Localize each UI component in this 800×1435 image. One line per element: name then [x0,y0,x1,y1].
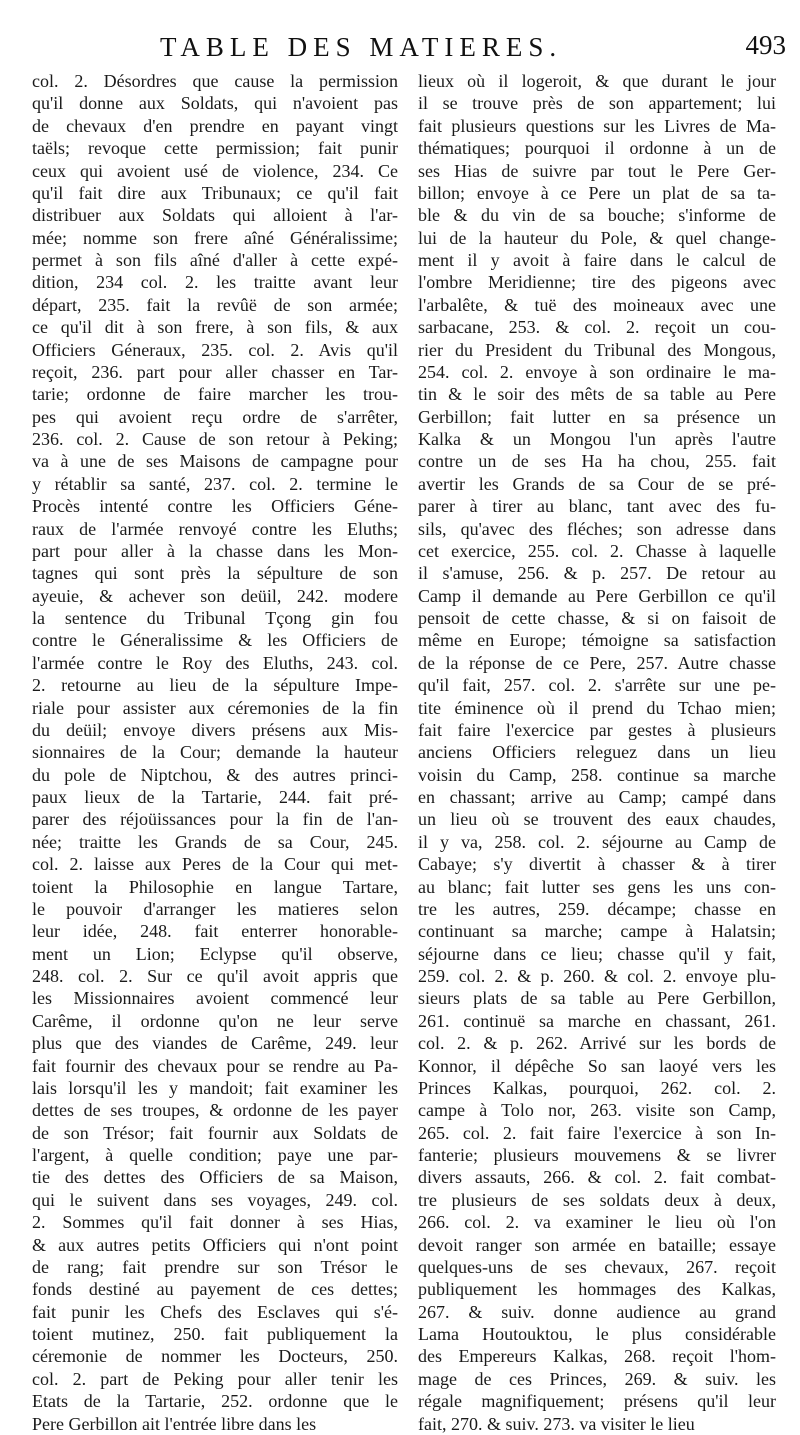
text-line: avertir les Grands de sa Cour de se pré- [418,473,776,494]
text-line: il y va, 258. col. 2. séjourne au Camp de [418,831,776,852]
text-line: toient mutinez, 250. fait publiquement la [32,1324,398,1344]
text-line: tite éminence où il prend du Tchao mien; [418,697,776,718]
text-line: séjourne dans ce lieu; chasse qu'il y fait, [418,943,776,964]
text-line: de son Trésor; fait fournir aux Soldats de [32,1122,398,1143]
text-line: 2. retourne au lieu de la sépulture Impe- [32,675,398,696]
text-line: tre les autres, 259. décampe; chasse en [418,898,776,919]
page-number: 493 [745,30,786,60]
text-line: riale pour assister aux céremonies de la fin [32,697,398,718]
text-line: même en Europe; témoigne sa satisfaction [418,630,776,651]
text-line: Gerbillon; fait lutter en sa présence un [418,406,776,427]
text-line: Etats de la Tartarie, 252. ordonne que le [32,1391,398,1412]
text-line: fanterie; plusieurs mouvemens & se livrer [418,1145,776,1165]
text-line: contre un de ses Ha ha chou, 255. fait [418,451,776,472]
text-line: l'armée contre le Roy des Eluths, 243. col. [32,652,398,673]
text-line: mée; nomme son frere aîné Généralissime; [32,227,398,248]
text-line: 2. Sommes qu'il fait donner à ses Hias, [32,1212,398,1233]
text-line: qui le suivent dans ses voyages, 249. col. [32,1189,398,1210]
text-line: sarbacane, 253. & col. 2. reçoit un cou- [418,317,776,338]
text-line: ayeuie, & achever son deüil, 242. modere [32,585,398,606]
text-line: 259. col. 2. & p. 260. & col. 2. envoye plu- [418,966,776,986]
text-line: ses Hias de suivre par tout le Pere Ger- [418,160,776,181]
text-line: qu'il fait, 257. col. 2. s'arrête sur une pe- [418,675,776,696]
text-line: 236. col. 2. Cause de son retour à Peking; [32,429,398,449]
text-line: voisin du Camp, 258. continue sa marche [418,764,776,785]
text-line: la sentence du Tribunal Tçong gin fou [32,608,398,628]
left-column [32,70,398,1435]
text-line: les Missionnaires avoient commencé leur [32,988,398,1009]
page-header [0,26,800,70]
text-line: va à une de ses Maisons de campagne pour [32,451,398,472]
text-line: Konnor, il dépêche So san laoyé vers les [418,1055,776,1076]
text-line: il se trouve près de son appartement; lui [418,93,776,114]
text-line: quelques-uns de ses chevaux, 267. reçoit [418,1256,776,1277]
text-line: campe à Tolo nor, 263. visite son Camp, [418,1100,776,1121]
text-line: Camp il demande au Pere Gerbillon ce qu'il [418,585,776,606]
text-line: tre plusieurs de ses soldats deux à deux, [418,1189,776,1210]
text-line: reçoit, 236. part pour aller chasser en Tar- [32,361,398,382]
text-line: y rétablir sa santé, 237. col. 2. termine le [32,473,398,494]
running-head: TABLE DES MATIERES. [160,32,563,62]
text-line: col. 2. laisse aux Peres de la Cour qui met- [32,854,398,875]
text-line: sionnaires de la Cour; demande la hauteur [32,742,398,763]
text-line: part pour aller à la chasse dans les Mon- [32,540,398,561]
text-line: Officiers Géneraux, 235. col. 2. Avis qu'il [32,339,398,360]
right-column [418,70,776,1435]
text-line: 254. col. 2. envoye à son ordinaire le ma- [418,361,776,382]
text-line: contre le Géneralissime & les Officiers de [32,630,398,651]
text-line: tagnes qui sont près la sépulture de son [32,563,398,584]
text-line: Lama Houtouktou, le plus considérable [418,1324,776,1344]
text-line: pensoit de cette chasse, & si on faisoit de [418,608,776,628]
text-line: de chevaux d'en prendre en payant vingt [32,115,398,136]
text-line: de la réponse de ce Pere, 257. Autre chasse [418,652,776,673]
text-line: du deüil; envoye divers présens aux Mis- [32,719,398,740]
text-line: régale magnifiquement; présens qu'il leur [418,1391,776,1412]
text-line: ment un Lion; Eclypse qu'il observe, [32,943,398,964]
text-line: fait fournir des chevaux pour se rendre au Pa- [32,1055,398,1076]
text-line: permet à son fils aîné d'aller à cette expé- [32,250,398,270]
text-line: & aux autres petits Officiers qui n'ont point [32,1234,398,1255]
text-line: du pole de Niptchou, & des autres princi- [32,764,398,785]
text-line: rier du President du Tribunal des Mongous, [418,339,776,360]
text-line: publiquement les hommages des Kalkas, [418,1279,776,1300]
text-line: fait plusieurs questions sur les Livres de Ma- [418,115,776,136]
text-line: continuant sa marche; campe à Halatsin; [418,921,776,942]
text-line: 265. col. 2. fait faire l'exercice à son In- [418,1122,776,1143]
text-line: 248. col. 2. Sur ce qu'il avoit appris que [32,966,398,986]
text-line: pes qui avoient reçu ordre de s'arrêter, [32,406,398,427]
text-line: 266. col. 2. va examiner le lieu où l'on [418,1212,776,1233]
text-line: tie des dettes des Officiers de sa Maison, [32,1167,398,1188]
text-line: Cabaye; s'y divertit à chasser & à tirer [418,854,776,875]
text-line: thématiques; pourquoi il ordonne à un de [418,138,776,159]
text-line: distribuer aux Soldats qui alloient à l'ar- [32,205,398,226]
text-line: un lieu où se trouvent des eaux chaudes, [418,809,776,830]
text-line: col. 2. Désordres que cause la permission [32,71,398,91]
text-line: parer à tirer au blanc, tant avec des fu- [418,496,776,517]
text-line: tarie; ordonne de faire marcher les trou- [32,384,398,405]
text-line: sils, qu'avec des fléches; son adresse dans [418,518,776,539]
text-line: dition, 234 col. 2. les traitte avant leur [32,272,398,293]
text-line: anciens Officiers releguez dans un lieu [418,742,776,763]
text-line: Princes Kalkas, pourquoi, 262. col. 2. [418,1077,776,1098]
text-line: née; traitte les Grands de sa Cour, 245. [32,831,398,852]
text-line: au blanc; fait lutter ses gens les uns con- [418,876,776,897]
text-line: ment il y avoit à faire dans le calcul de [418,250,776,270]
text-line: l'arbalête, & tuë des moineaux avec une [418,294,776,315]
text-line: paux lieux de la Tartarie, 244. fait pré- [32,787,398,807]
text-line: le pouvoir d'arranger les matieres selon [32,898,398,919]
text-line: Kalka & un Mongou l'un après l'autre [418,429,776,449]
text-line: parer des réjoüissances pour la fin de l'an- [32,809,398,830]
text-line: toient la Philosophie en langue Tartare, [32,876,398,897]
text-line: des Empereurs Kalkas, 268. reçoit l'hom- [418,1346,776,1367]
text-line: fait punir les Chefs des Esclaves qui s'é- [32,1301,398,1322]
text-line: ce qu'il dit à son frere, à son fils, & aux [32,317,398,338]
text-line: en chassant; arrive au Camp; campé dans [418,787,776,807]
text-line: divers assauts, 266. & col. 2. fait combat- [418,1167,776,1188]
text-line: de rang; fait prendre sur son Trésor le [32,1256,398,1277]
text-line: lui de la hauteur du Pole, & quel change- [418,227,776,248]
text-line: plus que des viandes de Carême, 249. leur [32,1033,398,1054]
text-line: 267. & suiv. donne audience au grand [418,1301,776,1322]
text-line: raux de l'armée renvoyé contre les Eluths; [32,518,398,539]
text-line: lieux où il logeroit, & que durant le jour [418,71,776,91]
text-line: l'argent, à quelle condition; paye une par- [32,1145,398,1165]
text-line: Carême, il ordonne qu'on ne leur serve [32,1010,398,1031]
text-line: il s'amuse, 256. & p. 257. De retour au [418,563,776,584]
text-line: tin & le soir des mêts de sa table au Pere [418,384,776,405]
text-line: Pere Gerbillon ait l'entrée libre dans les [32,1413,317,1434]
text-line: ceux qui avoient usé de violence, 234. Ce [32,160,398,181]
text-line: sieurs plats de sa table au Pere Gerbillon, [418,988,776,1009]
text-line: céremonie de nommer les Docteurs, 250. [32,1346,398,1367]
text-line: col. 2. & p. 262. Arrivé sur les bords de [418,1033,776,1054]
text-line: ble & du vin de sa bouche; s'informe de [418,205,776,226]
text-line: mage de ces Princes, 269. & suiv. les [418,1368,776,1389]
text-line: fonds destiné au payement de ces dettes; [32,1279,398,1300]
text-line: Procès intenté contre les Officiers Géne- [32,496,398,517]
text-line: leur idée, 248. fait enterrer honorable- [32,921,398,942]
text-line: fait, 270. & suiv. 273. va visiter le lieu [418,1413,695,1434]
text-line: qu'il donne aux Soldats, qui n'avoient pas [32,93,398,114]
text-line: billon; envoye à ce Pere un plat de sa ta- [418,182,776,203]
text-line: taëls; revoque cette permission; fait punir [32,138,398,159]
text-line: 261. continuë sa marche en chassant, 261. [418,1010,776,1031]
text-line: qu'il fait dire aux Tribunaux; ce qu'il fait [32,182,398,203]
text-line: lais lorsqu'il les y mandoit; fait examiner les [32,1077,398,1098]
text-line: l'ombre Meridienne; tire des pigeons avec [418,272,776,293]
text-line: cet exercice, 255. col. 2. Chasse à laquelle [418,540,776,561]
text-line: devoit ranger son armée en bataille; essaye [418,1234,776,1255]
text-line: fait faire l'exercice par gestes à plusieurs [418,719,776,740]
text-line: départ, 235. fait la revûë de son armée; [32,294,398,315]
text-line: dettes de ses troupes, & ordonne de les payer [32,1100,398,1121]
text-line: col. 2. part de Peking pour aller tenir les [32,1368,398,1389]
